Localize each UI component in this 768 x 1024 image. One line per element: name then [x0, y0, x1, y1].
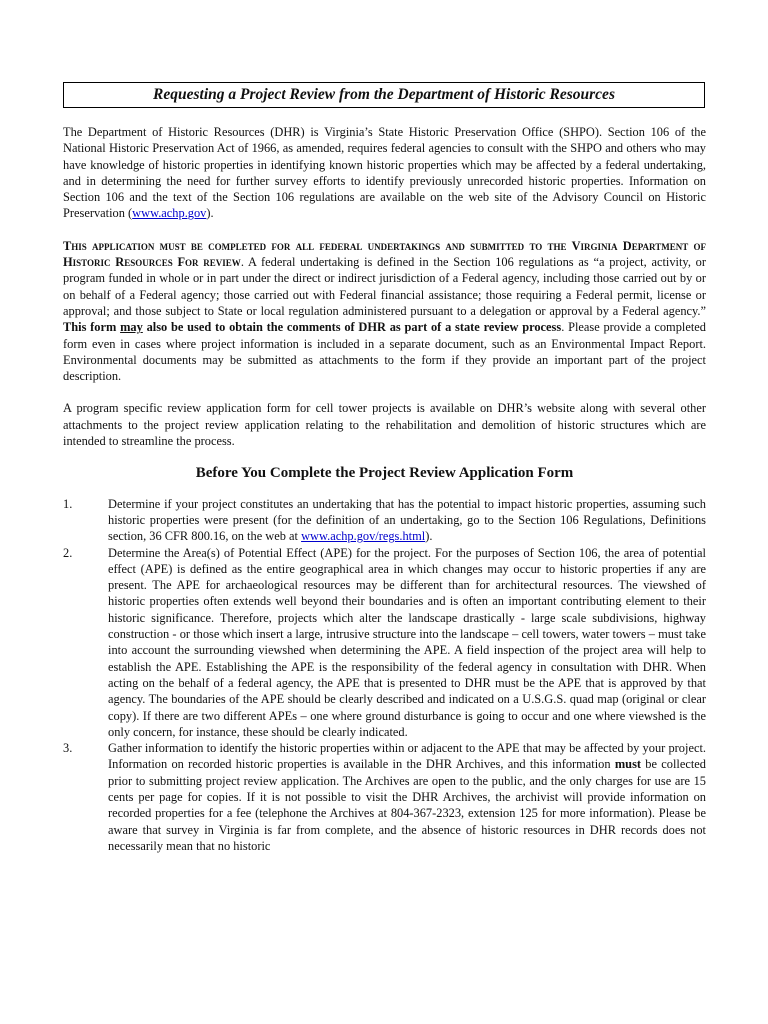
- list-item: [63, 496, 706, 545]
- item-text-a: Gather information to identify the historic properties within or adjacent to the APE that may be affected by your project. Information on recorded historic properties is available in the DHR Archives, and this information: [108, 741, 706, 772]
- item-number: 1.: [63, 496, 73, 511]
- achp-link[interactable]: www.achp.gov: [132, 206, 207, 221]
- regs-link[interactable]: www.achp.gov/regs.html: [301, 529, 426, 544]
- section-heading: Before You Complete the Project Review Application Form: [195, 465, 574, 482]
- list-item: [63, 740, 706, 854]
- document-body: [63, 124, 706, 854]
- application-paragraph: [63, 238, 706, 385]
- intro-paragraph: [63, 124, 706, 222]
- application-bold-2: also be used to obtain the comments of DHR as part of a state review process: [142, 320, 562, 335]
- item-number: 3.: [63, 741, 73, 756]
- item-bold: must: [614, 757, 642, 772]
- steps-list: [63, 496, 706, 855]
- page-title: Requesting a Project Review from the Department of Historic Resources: [63, 82, 705, 108]
- cell-tower-paragraph: A program specific review application form for cell tower projects is available on DHR’s website along with several other attachments to the project review application relating to the rehabilitation and demolition of historic structures which are intended to streamline the process.: [63, 401, 706, 449]
- application-text-2: . Please provide a completed form even in cases where project information is included in a separate document, such as an Environmental Impact Report. Environmental documents may be submitted as attachments to the form if they provide an important part of the project description.: [63, 320, 706, 384]
- intro-end: ).: [206, 206, 214, 221]
- item-text-b: be collected prior to submitting project review application. The Archives are open to the public, and the only charges for use are 15 cents per page for copies. If it is not possible to visit the DHR Archives, the archivist will provide information on recorded properties for a fee (telephone the Archives at 804-367-2323, extension 125 for more information). Please be aware that survey in Virginia is far from complete, and the absence of historic resources in DHR records does not necessarily mean that no historic: [108, 757, 706, 853]
- application-text-1: . A federal undertaking is defined in the Section 106 regulations as “a project, activity, or program funded in whole or in part under the direct or indirect jurisdiction of a Federal agency, including those carried out by or on behalf of a Federal agency; those carried out with Federal financial assistance; those requiring a Federal permit, license or approval; and those subject to State or local regulation administered pursuant to a delegation or approval by a Federal agency.”: [63, 255, 707, 318]
- item-end: ).: [425, 529, 433, 544]
- application-bold-1: This form: [63, 320, 121, 335]
- item-text: Determine the Area(s) of Potential Effect (APE) for the project. For the purposes of Section 106, the area of potential effect (APE) is defined as the entire geographical area in which changes may occur to historic properties if any are present. The APE for archaeological resources may be different than for architectural resources. The viewshed of historic properties often extends well beyond their boundaries and is often an important contributing element to their historic significance. Therefore, projects which alter the landscape drastically - large scale subdivisions, highway construction - or those which insert a large, intrusive structure into the landscape – cell towers, water towers – must take into account the surrounding viewshed when determining the APE. A field inspection of the project area will help to establish the APE. Establishing the APE is the responsibility of the federal agency in consultation with DHR. When acting on the behalf of a federal agency, the APE that is presented to DHR must be the APE that is approved by that agency. The boundaries of the APE should be clearly described and indicated on a U.S.G.S. quad map (original or clear copy). If there are two different APEs – one where ground disturbance is going to occur and one where viewshed is the only concern, for instance, these should be clearly indicated.: [108, 545, 706, 739]
- intro-text: The Department of Historic Resources (DHR) is Virginia’s State Historic Preservation Office (SHPO). Section 106 of the National Historic Preservation Act of 1966, as amended, requires federal agencies to consult with the SHPO and others who may have knowledge of historic properties in identifying known historic properties which may be affected by a federal undertaking, and in determining the need for further survey efforts to identify previously unrecorded historic properties. Information on Section 106 and the text of the Section 106 regulations are available on the web site of the Advisory Council on Historic Preservation (: [63, 125, 706, 221]
- item-text: Determine if your project constitutes an undertaking that has the potential to impact historic properties, assuming such historic properties were present (for the definition of an undertaking, go to the Section 106 Regulations, Definitions section, 36 CFR 800.16, on the web at: [108, 496, 706, 544]
- application-lead: This application must be completed for all federal undertakings and submitted to the Virginia Department of Historic Resources For review: [63, 238, 706, 270]
- item-number: 2.: [63, 545, 73, 560]
- application-bold-underline: may: [120, 320, 143, 335]
- list-item: [63, 545, 706, 741]
